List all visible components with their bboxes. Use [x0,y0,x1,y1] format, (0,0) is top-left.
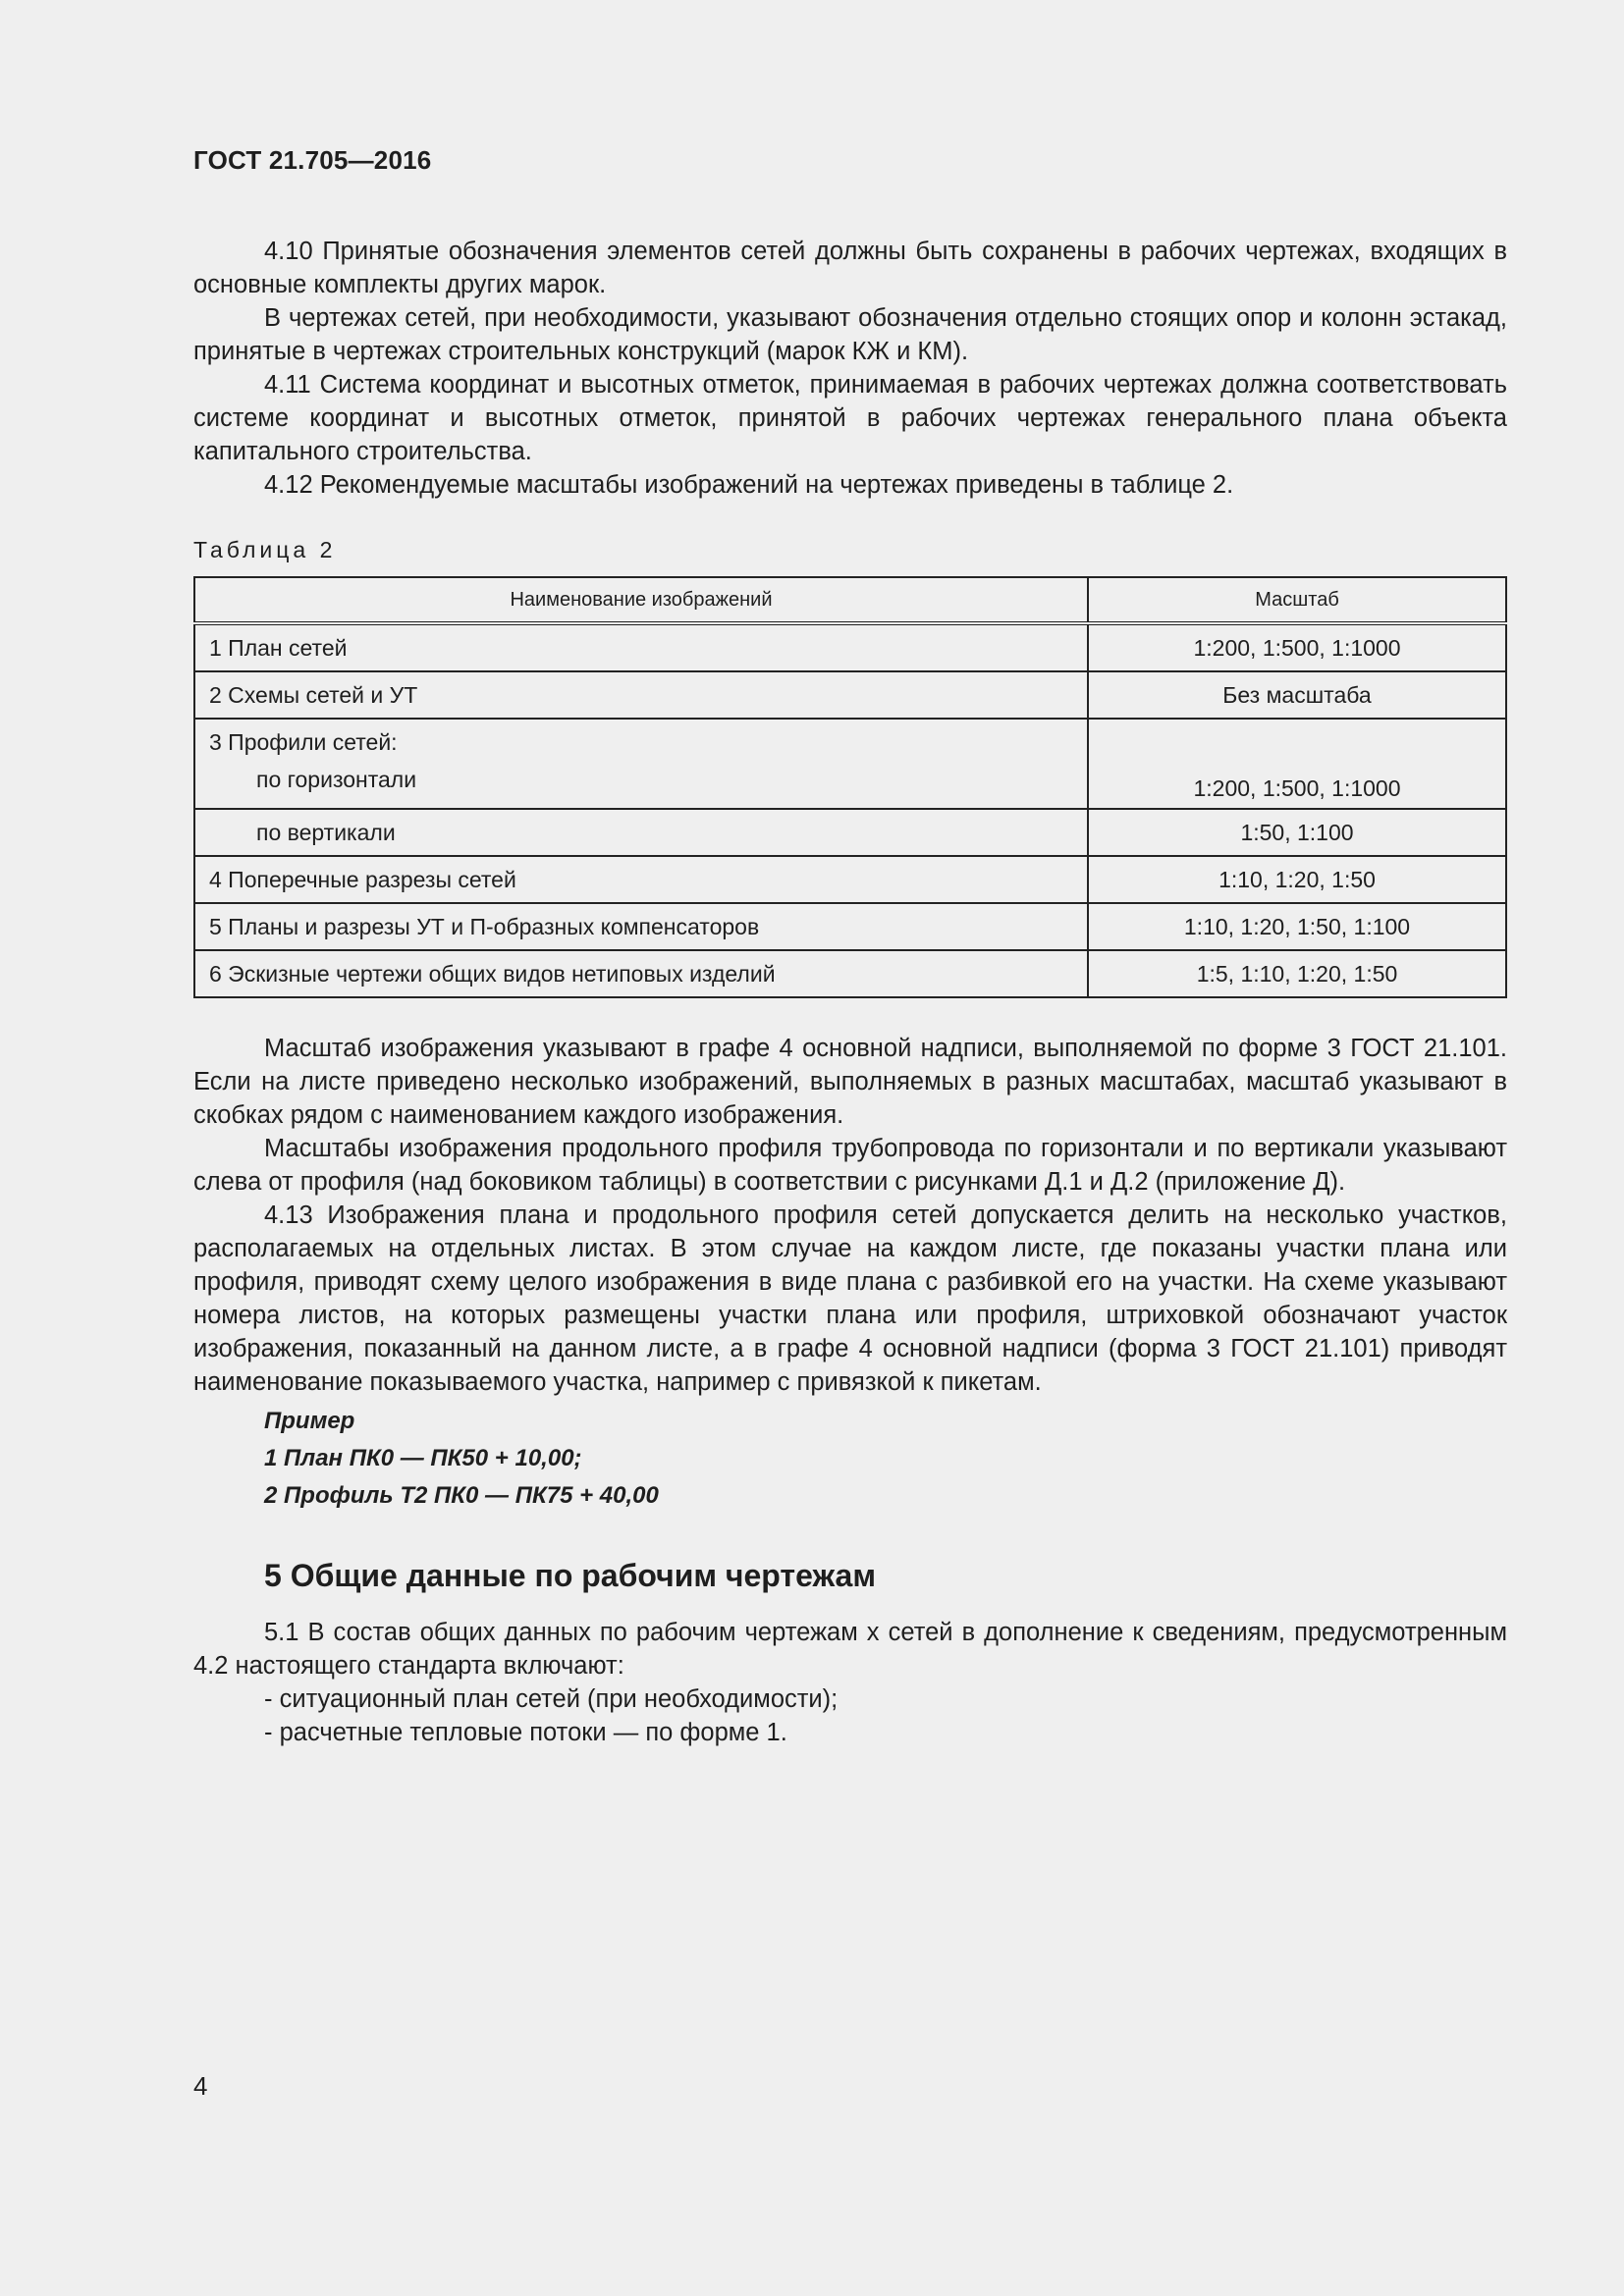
table-caption: Таблица 2 [193,537,337,562]
row-name-cell [194,809,1088,856]
row-subname: по горизонтали [256,767,417,792]
page-number: 4 [193,2071,208,2101]
table-row [194,671,1506,719]
example-line: 2 Профиль Т2 ПК0 — ПК75 + 40,00 [264,1482,659,1509]
row-name: 6 Эскизные чертежи общих видов нетиповых изделий [194,950,1088,997]
paragraph-4-13: 4.13 Изображения плана и продольного профиля сетей допускается делить на несколько участков, располагаемых на отдельных листах. В этом случае на каждом листе, где показаны участки плана или профиля, приводят схему целого изображения в виде плана с разбивкой его на участки. На схеме указывают номера листов, на которых размещены участки плана или профиля, штриховкой обозначают участок изображения, показанный на данном листе, а в графе 4 основной надписи (форма 3 ГОСТ 21.101) приводят наименование показываемого участка, например с привязкой к пикетам. [193,1201,1507,1396]
row-scale: 1:200, 1:500, 1:1000 [1088,623,1506,671]
document-header: ГОСТ 21.705—2016 [193,145,432,175]
example-line: 1 План ПК0 — ПК50 + 10,00; [264,1445,582,1471]
row-scale: 1:50, 1:100 [1088,809,1506,856]
section-5-heading: 5 Общие данные по рабочим чертежам [264,1558,877,1593]
row-scale: 1:200, 1:500, 1:1000 [1088,719,1506,809]
table-row [194,950,1506,997]
paragraph-5-1: 5.1 В состав общих данных по рабочим чертежам х сетей в дополнение к сведениям, предусмотренным 4.2 настоящего стандарта включают: [193,1619,1507,1680]
table-row [194,856,1506,903]
example-block [193,1403,1507,1515]
row-scale: 1:5, 1:10, 1:20, 1:50 [1088,950,1506,997]
scales-table [193,576,1507,998]
row-name: 3 Профили сетей: [209,729,398,755]
row-scale: Без масштаба [1088,671,1506,719]
table-header-row [194,577,1506,623]
document-page [193,145,1507,1749]
table-row [194,809,1506,856]
header-image-name: Наименование изображений [194,577,1088,623]
row-name: 5 Планы и разрезы УТ и П-образных компенсаторов [194,903,1088,950]
paragraph-profile-scales: Масштабы изображения продольного профиля трубопровода по горизонтали и по вертикали указывают слева от профиля (над боковиком таблицы) в соответствии с рисунками Д.1 и Д.2 (приложение Д). [193,1135,1507,1196]
paragraph-scale-note: Масштаб изображения указывают в графе 4 основной надписи, выполняемой по форме 3 ГОСТ 21.101. Если на листе приведено несколько изображений, выполняемых в разных масштабах, масштаб указывают в скобках рядом с наименованием каждого изображения. [193,1035,1507,1129]
row-name-profiles [194,719,1088,809]
row-name: 4 Поперечные разрезы сетей [194,856,1088,903]
row-scale: 1:10, 1:20, 1:50, 1:100 [1088,903,1506,950]
list-item: - ситуационный план сетей (при необходимости); [264,1685,839,1713]
row-name: по вертикали [256,819,396,845]
table-row [194,903,1506,950]
header-scale: Масштаб [1088,577,1506,623]
table-row [194,623,1506,671]
row-scale: 1:10, 1:20, 1:50 [1088,856,1506,903]
paragraph-4-10: 4.10 Принятые обозначения элементов сетей должны быть сохранены в рабочих чертежах, входящих в основные комплекты других марок. [193,238,1507,298]
paragraph-4-11: 4.11 Система координат и высотных отметок, принимаемая в рабочих чертежах должна соответствовать системе координат и высотных отметок, принятой в рабочих чертежах генерального плана объекта капитального строительства. [193,371,1507,465]
paragraph-4-12: 4.12 Рекомендуемые масштабы изображений на чертежах приведены в таблице 2. [264,471,1234,499]
list-item: - расчетные тепловые потоки — по форме 1. [264,1719,787,1746]
example-title: Пример [264,1408,355,1434]
row-name: 2 Схемы сетей и УТ [194,671,1088,719]
paragraph-supports: В чертежах сетей, при необходимости, указывают обозначения отдельно стоящих опор и колонн эстакад, принятые в чертежах строительных конструкций (марок КЖ и КМ). [193,304,1507,365]
row-name: 1 План сетей [194,623,1088,671]
table-row [194,719,1506,809]
